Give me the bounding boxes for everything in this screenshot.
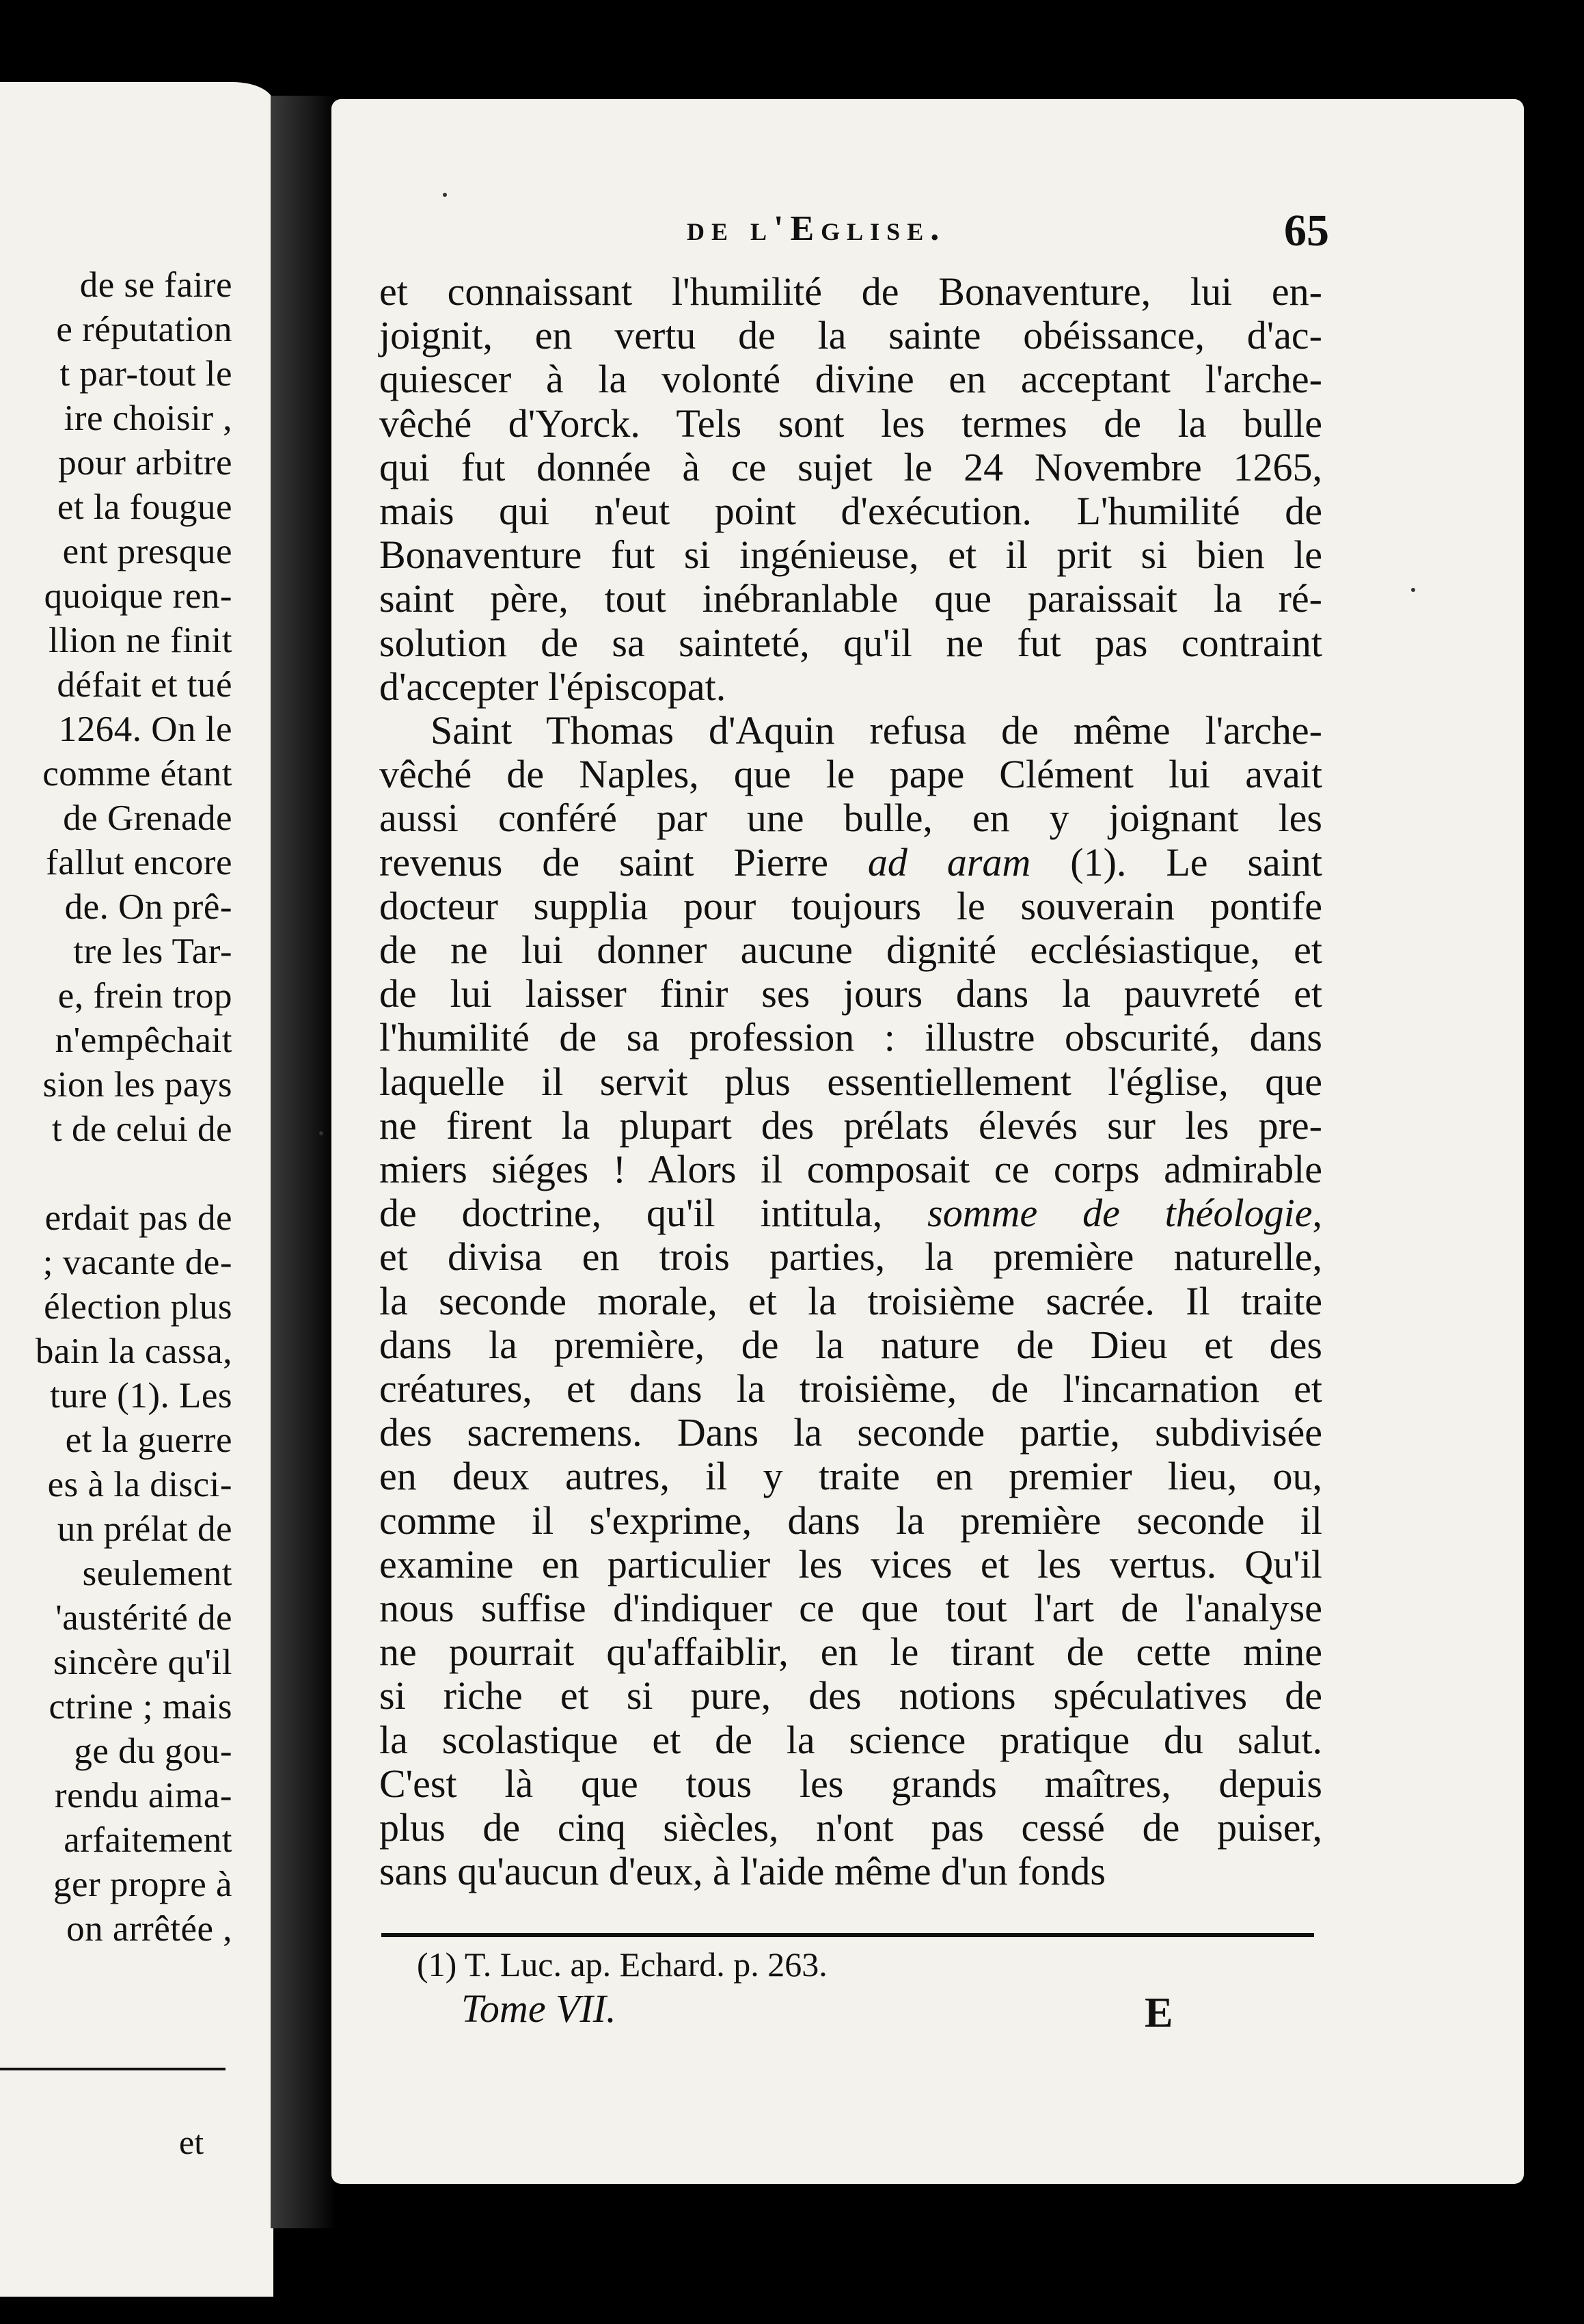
footnote-rule [381,1933,1314,1937]
left-page [0,82,273,2297]
body-text-line: C'est là que tous les grands maîtres, depuis [379,1761,1322,1806]
body-text-line: la seconde morale, et la troisième sacrée. Il traite [379,1278,1322,1323]
left-text-line: défait et tué [57,665,232,705]
left-text-line: et la fougue [57,487,232,527]
left-text-line: ctrine ; mais [49,1687,232,1727]
left-text-line: llion ne finit [48,621,232,660]
left-text-line: es à la disci- [47,1465,232,1504]
running-title: de l'Eglise. [687,209,946,248]
left-text-line: t de celui de [51,1109,232,1149]
body-text-line: solution de sa sainteté, qu'il ne fut pas contraint [379,620,1322,665]
left-text-line: e, frein trop [57,976,232,1016]
body-text-line: vêché d'Yorck. Tels sont les termes de la bulle [379,401,1322,446]
left-text-line: de Grenade [63,798,232,838]
left-text-line: erdait pas de [44,1198,232,1238]
left-text-line: arfaitement [64,1820,232,1860]
body-text-line: aussi conféré par une bulle, en y joignant les [379,796,1322,841]
left-text-line: rendu aima- [54,1776,232,1815]
body-text-line: laquelle il servit plus essentiellement l'église, que [379,1059,1322,1104]
left-text-line: ge du gou- [74,1731,232,1771]
left-text-line: fallut encore [46,843,232,882]
left-text-line: 1264. On le [58,710,232,749]
body-text-line: Bonaventure fut si ingénieuse, et il prit si bien le [379,532,1322,578]
body-text-line: vêché de Naples, que le pape Clément lui avait [379,752,1322,797]
left-text-line: ture (1). Les [50,1376,232,1416]
body-text-line: des sacremens. Dans la seconde partie, subdivisée [379,1410,1322,1455]
body-text-line: en deux autres, il y traite en premier lieu, ou, [379,1454,1322,1499]
body-text-line: nous suffise d'indiquer ce que tout l'art de l'analyse [379,1586,1322,1630]
left-text-line: pour arbitre [58,443,232,483]
body-text-line: mais qui n'eut point d'exécution. L'humilité de [379,489,1322,533]
body-text-line: créatures, et dans la troisième, de l'incarnation et [379,1366,1322,1411]
left-text-line: ; vacante de- [42,1243,232,1282]
left-text-line: sincère qu'il [53,1643,232,1682]
left-text-line: e réputation [56,310,232,349]
left-text-line: de. On prê- [64,887,232,927]
body-text-line: dans la première, de la nature de Dieu et des [379,1322,1322,1367]
body-text-line: Saint Thomas d'Aquin refusa de même l'arche- [431,708,1322,753]
body-text-line: l'humilité de sa profession : illustre obscurité, dans [379,1015,1322,1060]
body-text-line: examine en particulier les vices et les vertus. Qu'il [379,1541,1322,1586]
running-header [687,208,1329,263]
body-text-line: de lui laisser finir ses jours dans la pauvreté et [379,971,1322,1016]
left-text-line: un prélat de [57,1509,232,1549]
left-text-line: bain la cassa, [35,1332,232,1371]
body-text-line: miers siéges ! Alors il composait ce corps admirable [379,1147,1322,1191]
body-text-line: joignit, en vertu de la sainte obéissance, d'ac- [379,313,1322,358]
body-text-line: d'accepter l'épiscopat. [379,664,726,709]
body-text-line: comme il s'exprime, dans la première seconde il [379,1498,1322,1543]
left-text-line: n'empêchait [55,1021,232,1060]
left-text-line: comme étant [42,754,232,794]
left-text-line: t par-tout le [59,354,232,394]
body-text-line: de ne lui donner aucune dignité ecclésiastique, et [379,928,1322,972]
body-text-line: si riche et si pure, des notions spéculatives de [379,1673,1322,1718]
print-speck [319,1131,323,1135]
body-text-line: ne firent la plupart des prélats élevés sur les pre- [379,1103,1322,1148]
left-text-line: de se faire [79,265,232,305]
body-text-line: ne pourrait qu'affaiblir, en le tirant de cette mine [379,1630,1322,1675]
body-text-line: et connaissant l'humilité de Bonaventure, lui en- [379,269,1322,314]
body-text-line: sans qu'aucun d'eux, à l'aide même d'un fonds [379,1849,1106,1894]
print-speck [1411,588,1415,592]
body-text-line: saint père, tout inébranlable que paraissait la ré- [379,576,1322,621]
left-text-line: ent presque [62,532,232,571]
body-text-line: docteur supplia pour toujours le souverain pontife [379,883,1322,928]
print-speck [443,193,447,197]
left-text-line: élection plus [44,1287,232,1327]
left-text-line: quoique ren- [44,576,232,616]
body-text-line: la scolastique et de la science pratique du salut. [379,1717,1322,1762]
left-footnote-rule [0,2068,226,2070]
left-text-line: ger propre à [53,1865,232,1904]
left-text-line: 'austérité de [55,1598,232,1638]
volume-signature: Tome VII. [461,1986,616,2031]
left-text-line: on arrêtée , [66,1909,232,1949]
left-text-line: seulement [82,1554,232,1593]
left-catchword: et [179,2123,204,2161]
body-text-line: plus de cinq siècles, n'ont pas cessé de puiser, [379,1805,1322,1850]
left-text-line: ire choisir , [64,398,232,438]
left-text-line: sion les pays [42,1065,232,1105]
body-text-line: quiescer à la volonté divine en acceptant l'arche- [379,357,1322,402]
body-text-line: de doctrine, qu'il intitula, somme de théologie, [379,1191,1322,1236]
body-text-line: revenus de saint Pierre ad aram (1). Le saint [379,839,1322,884]
left-text-line: tre les Tar- [73,932,232,971]
book-gutter [271,96,336,2228]
footnote: (1) T. Luc. ap. Echard. p. 263. [417,1945,828,1984]
page-number: 65 [1284,206,1329,256]
left-text-line: et la guerre [65,1420,232,1460]
signature-mark: E [1145,1990,1173,2036]
body-text-line: qui fut donnée à ce sujet le 24 Novembre 1265, [379,444,1322,489]
body-text-line: et divisa en trois parties, la première naturelle, [379,1234,1322,1280]
